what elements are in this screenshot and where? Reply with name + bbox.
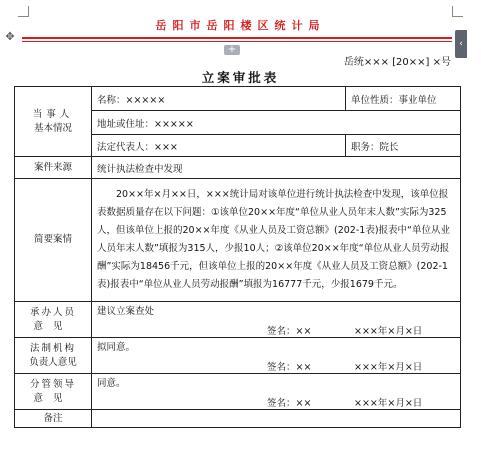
org-title: 岳阳市岳阳楼区统计局 [155,19,326,32]
leader-opinion: 同意。 [97,377,126,389]
add-row-icon[interactable]: + [224,45,240,55]
sign-label: 签名：×× [267,397,312,409]
side-panel-toggle-icon[interactable]: ‹ [455,30,467,58]
sign-label: 签名：×× [267,361,312,373]
position-value: 院长 [379,141,399,153]
handler-opinion: 建议立案查处 [97,305,155,317]
address-label: 地址或住址： [97,118,155,130]
summary-text: 20××年×月××日，×××统计局对该单位进行统计执法检查中发现，该单位报表数据质量存在以下问题：①该单位20××年度“单位从业人员年末人数”实际为325人，但该单位上报的20××年度《从业人员及工资总额》(202-1表)报表中“单位从业人员年末人数”填报为315人，少报10人；②该单位20××年度“单位从业人员劳动报酬”实际为18456千元，但该单位上报的20××年度《从业人员及工资总额》(202-1表)报表中“单位从业人员劳动报酬”填报为16777千元，少报1679千元。 [97,189,450,290]
unit-type-value: 事业单位 [398,94,437,106]
handler-cell[interactable] [92,302,461,338]
form-title: 立案审批表 [201,70,280,85]
sign-label: 签名：×× [267,325,312,337]
name-cell[interactable] [92,87,346,111]
sign-date: ×××年×月×日 [354,397,423,409]
rep-label: 法定代表人： [97,141,155,153]
doc-number: 岳统××× [20××] ×号 [343,57,451,68]
unit-type-cell[interactable] [346,87,461,111]
header-rule [22,41,452,42]
source-label: 案件来源 [15,157,92,179]
header-rule [22,37,452,39]
name-value: ××××× [125,94,166,106]
agency-label: 法制机构 负责人意见 [15,338,92,374]
leader-cell[interactable] [92,374,461,410]
source-value[interactable]: 统计执法检查中发现 [92,157,461,179]
sign-date: ×××年×月×日 [354,325,423,337]
leader-label: 分管领导 意见 [15,374,92,410]
remarks-label: 备注 [15,410,92,428]
address-value: ××××× [154,118,194,130]
approval-form-table [14,86,461,428]
page-corner-mark [452,6,463,17]
summary-cell[interactable] [92,179,461,302]
page-corner-mark [18,6,29,17]
agency-opinion: 拟同意。 [97,341,136,353]
party-label: 当事人 基本情况 [15,87,92,157]
remarks-value[interactable] [92,410,461,428]
name-label: 名称： [97,94,126,106]
summary-label: 简要案情 [15,179,92,302]
rep-cell[interactable] [92,135,346,157]
sign-date: ×××年×月×日 [354,361,423,373]
handler-label: 承办人员 意见 [15,302,92,338]
position-label: 职务： [351,141,380,153]
rep-value: ××× [154,141,178,153]
table-move-handle-icon[interactable]: ✥ [5,30,15,43]
position-cell[interactable] [346,135,461,157]
address-cell[interactable] [92,111,461,135]
agency-cell[interactable] [92,338,461,374]
unit-type-label: 单位性质： [351,94,399,106]
